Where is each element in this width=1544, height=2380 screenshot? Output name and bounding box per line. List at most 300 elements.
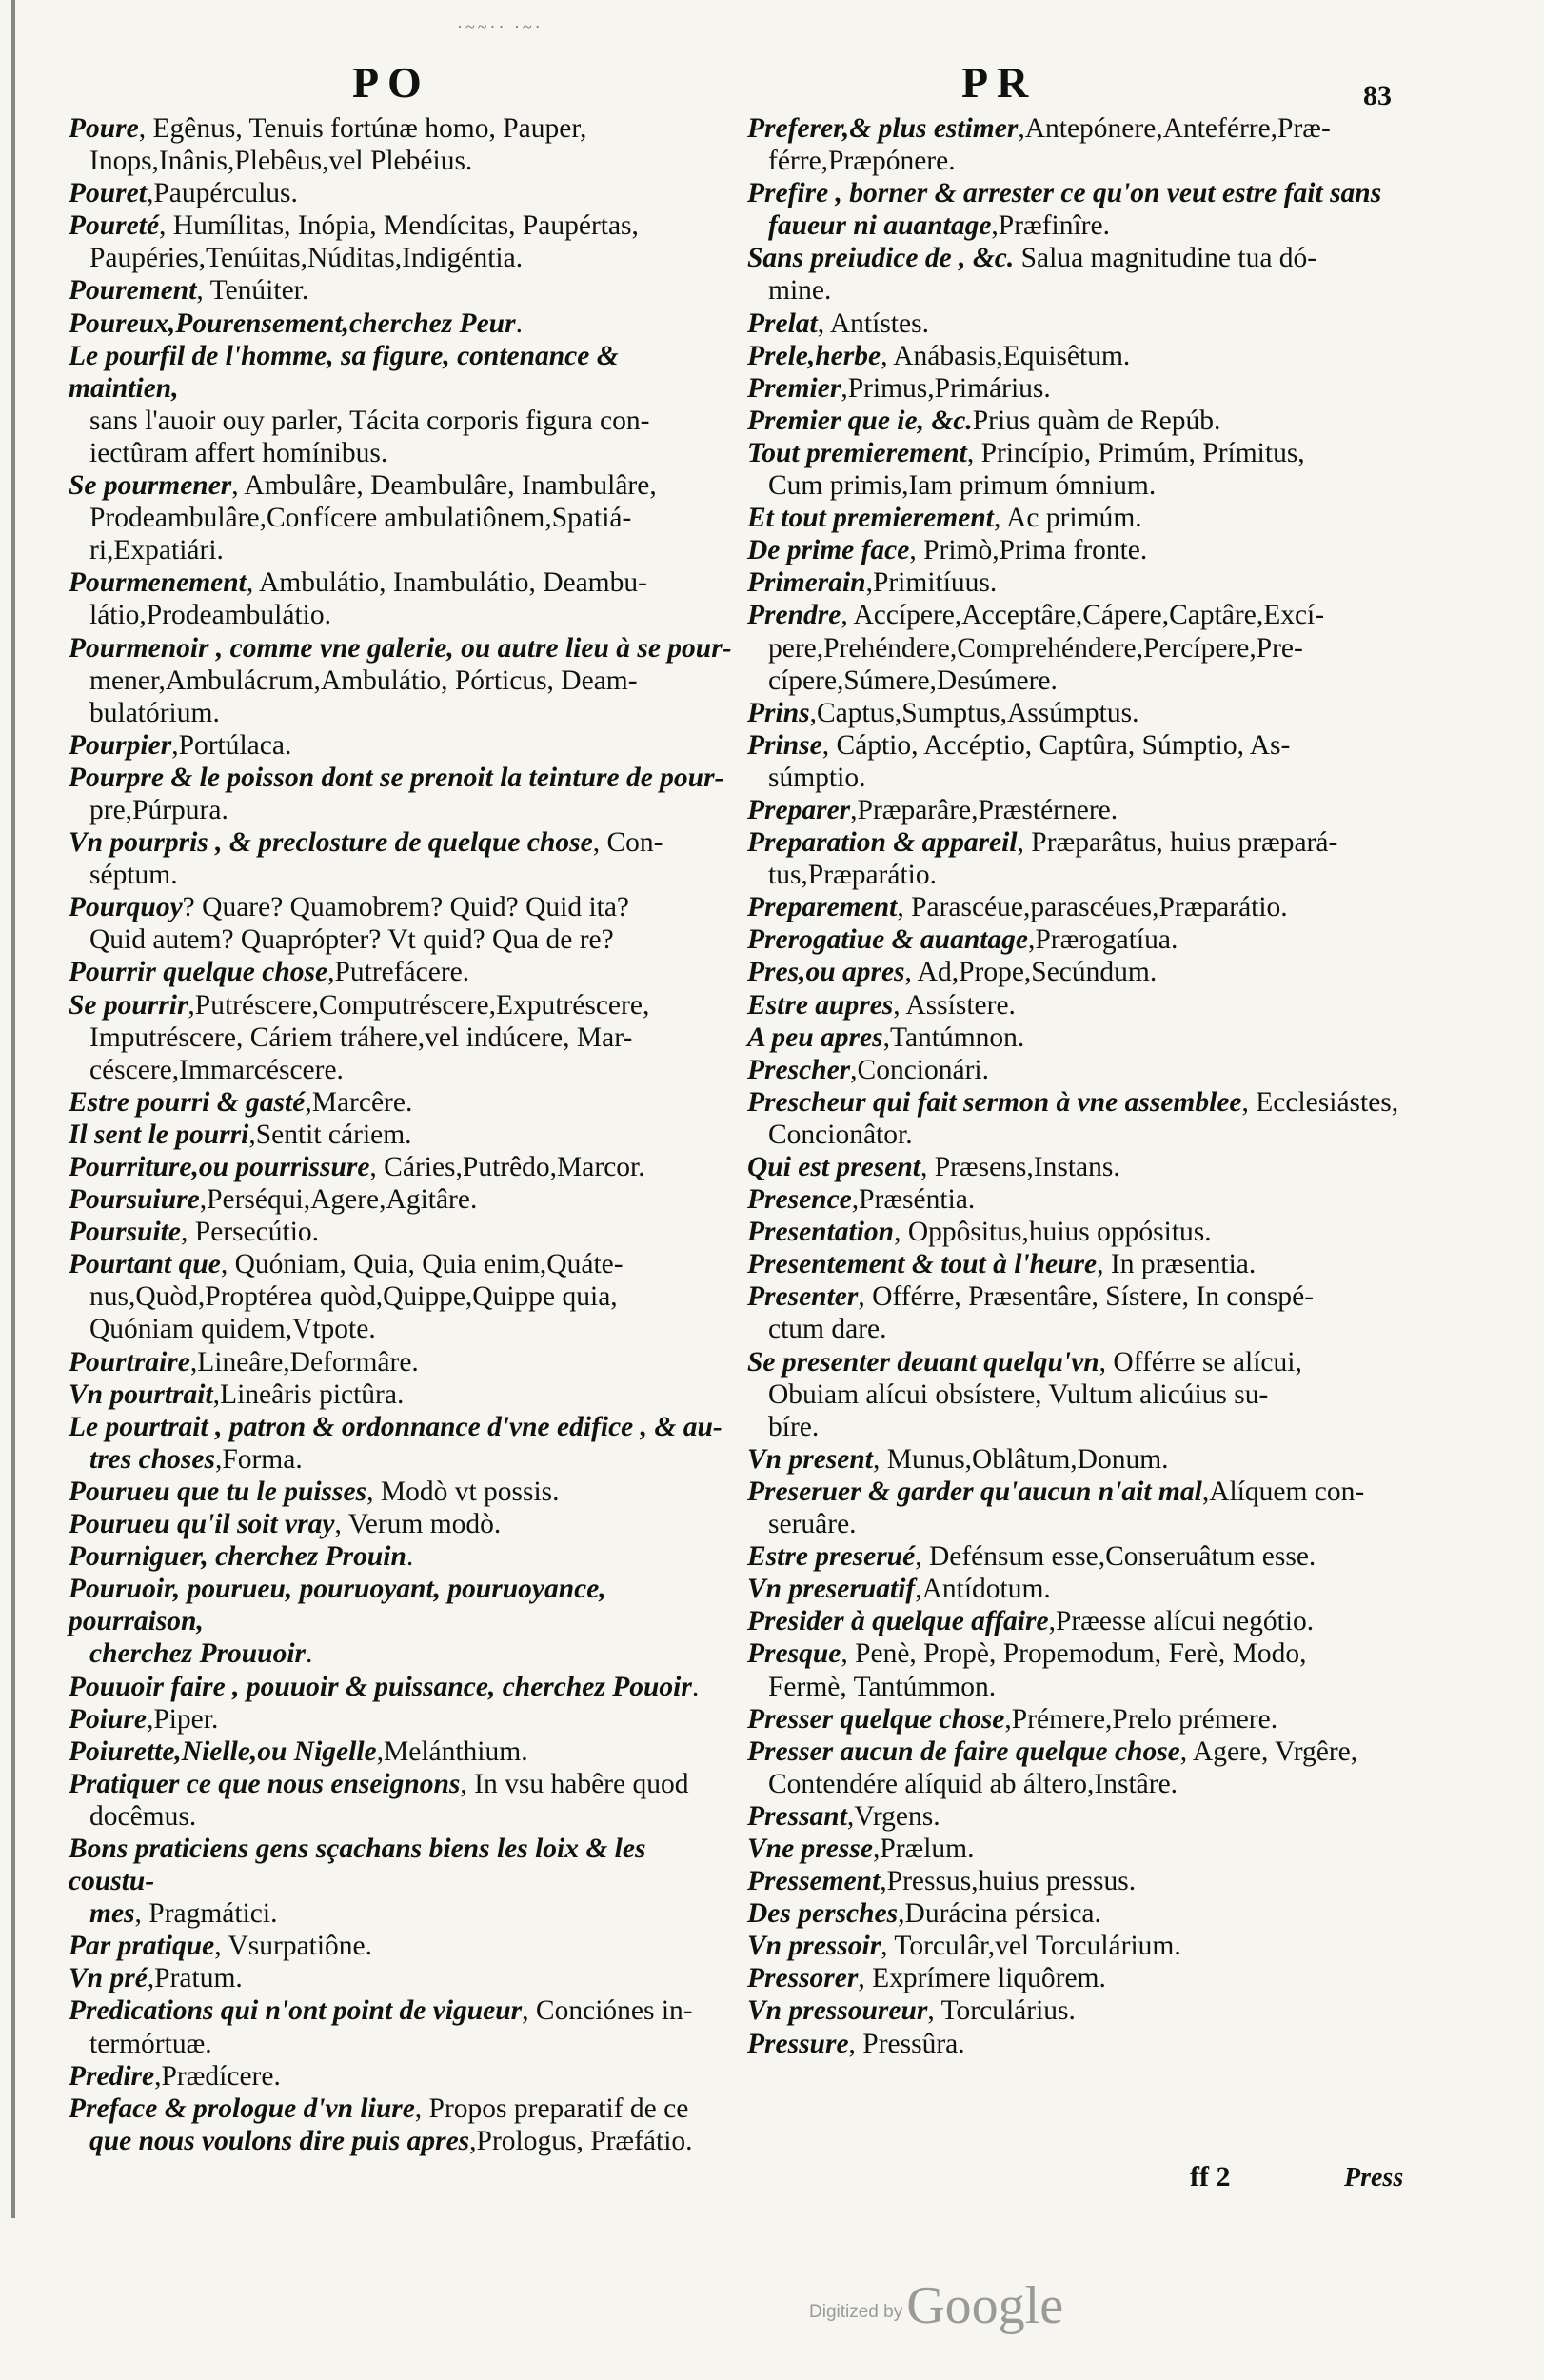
entry-continuation-text: látio,Prodeambulátio. — [89, 600, 331, 631]
entry-continuation — [69, 1054, 735, 1086]
entry-translation: ,Prælum. — [872, 1833, 975, 1864]
entry-headword: Primerain — [747, 567, 866, 599]
dictionary-entry — [69, 1476, 735, 1508]
entry-headword: Pressement — [747, 1866, 881, 1897]
entry-translation: ,Lineâre,Deformâre. — [189, 1346, 419, 1378]
dictionary-entry — [69, 2092, 735, 2157]
entry-headword: Pourmenement — [69, 567, 247, 599]
right-column — [747, 112, 1433, 2060]
entry-continuation-text: Obuiam alícui obsístere, Vultum alicúius su- — [768, 1378, 1269, 1410]
dictionary-entry — [747, 1994, 1433, 2027]
entry-continuation — [69, 697, 735, 729]
dictionary-entry — [69, 566, 735, 631]
dictionary-entry — [747, 923, 1433, 956]
entry-continuation-text: docêmus. — [89, 1800, 197, 1832]
entry-translation: ,Concionári. — [850, 1054, 989, 1085]
entry-translation: , Vsurpatiône. — [214, 1931, 373, 1962]
entry-headword: Bons praticiens gens sçachans biens les loix & les coustu- — [69, 1833, 646, 1897]
dictionary-entry — [69, 826, 735, 891]
dictionary-entry — [747, 1703, 1433, 1735]
entry-translation: ,Perséqui,Agere,Agitâre. — [199, 1184, 478, 1216]
entry-continuation — [747, 1671, 1433, 1703]
entry-continuation — [69, 859, 735, 891]
entry-headword: Pourquoy — [69, 892, 183, 923]
entry-translation: ,Præparâre,Præstérnere. — [850, 794, 1118, 825]
entry-translation: ,Piper. — [146, 1703, 219, 1735]
entry-translation: , Quóniam, Quia, Quia enim,Quáte- — [220, 1249, 624, 1280]
entry-translation: , Persecútio. — [181, 1217, 320, 1248]
entry-headword: Premier — [747, 372, 841, 404]
entry-continuation-text: nus,Quòd,Proptérea quòd,Quippe,Quippe quia, — [89, 1281, 618, 1313]
dictionary-entry — [747, 1248, 1433, 1280]
dictionary-entry — [747, 1897, 1433, 1930]
dictionary-entry — [69, 1183, 735, 1216]
dictionary-entry — [69, 112, 735, 177]
dictionary-entry — [747, 1021, 1433, 1054]
entry-continuation-text: mes — [89, 1898, 135, 1930]
entry-continuation — [747, 1768, 1433, 1800]
dictionary-entry — [69, 762, 735, 826]
entry-translation: Prius quàm de Repúb. — [972, 405, 1221, 436]
entry-continuation — [747, 1508, 1433, 1540]
entry-continuation — [747, 1411, 1433, 1443]
entry-translation: , Tenúiter. — [196, 275, 309, 307]
entry-headword: Presenter — [747, 1281, 859, 1313]
dictionary-entry — [69, 1216, 735, 1248]
entry-continuation-text: Imputréscere, Cáriem tráhere,vel indúcere, Mar- — [89, 1021, 633, 1053]
entry-headword: Qui est present — [747, 1152, 920, 1182]
entry-headword: Pourueu que tu le puisses — [69, 1476, 367, 1507]
entry-translation: ,Antepónere,Anteférre,Præ- — [1018, 113, 1331, 144]
entry-headword: Poursuiure — [69, 1184, 200, 1216]
entry-headword: Prefire , borner & arrester ce qu'on veut estre fait sans — [747, 178, 1382, 209]
dictionary-entry — [69, 1671, 735, 1703]
entry-translation: . — [406, 1541, 414, 1573]
dictionary-entry — [747, 729, 1433, 794]
entry-translation: , In præsentia. — [1097, 1249, 1257, 1280]
entry-continuation-text: Cum primis,Iam primum ómnium. — [768, 470, 1157, 502]
entry-continuation-text: iectûram affert homínibus. — [89, 437, 388, 468]
entry-continuation — [69, 1280, 735, 1313]
entry-translation: , Accípere,Acceptâre,Cápere,Captâre,Excí- — [841, 600, 1325, 631]
entry-translation: ,Prologus, Præfátio. — [469, 2125, 693, 2156]
dictionary-entry — [69, 956, 735, 988]
entry-headword: Vn pré — [69, 1963, 148, 1994]
entry-headword: Preface & prologue d'vn liure — [69, 2092, 415, 2124]
entry-continuation-text: Concionâtor. — [768, 1119, 913, 1150]
entry-translation: ,Præfinîre. — [991, 210, 1110, 242]
dictionary-entry — [747, 1637, 1433, 1702]
entry-translation: , Conciónes in- — [522, 1995, 693, 2027]
page-number: 83 — [1363, 80, 1392, 111]
entry-continuation-text: tus,Præparátio. — [768, 860, 937, 891]
dictionary-entry — [747, 989, 1433, 1021]
entry-translation: ,Lineâris pictûra. — [212, 1378, 405, 1410]
dictionary-entry — [69, 989, 735, 1086]
entry-translation: ,Sentit cáriem. — [248, 1119, 412, 1150]
dictionary-entry — [747, 956, 1433, 988]
entry-continuation-text: mener,Ambulácrum,Ambulátio, Pórticus, Deam- — [89, 664, 638, 696]
dictionary-entry — [69, 1378, 735, 1411]
digitized-by-label: Digitized by — [809, 2302, 903, 2322]
entry-headword: Pres,ou apres — [747, 957, 905, 988]
ink-smudge: ·~~·· ·~· — [457, 17, 544, 36]
entry-headword: Preparation & appareil — [747, 827, 1018, 859]
entry-translation: ,Vrgens. — [846, 1800, 940, 1832]
dictionary-entry — [69, 469, 735, 566]
dictionary-entry — [69, 1833, 735, 1930]
entry-headword: Sans preiudice de , &c. — [747, 243, 1015, 274]
entry-headword: Presider à quelque affaire — [747, 1606, 1049, 1637]
header-left-letters: P O — [352, 58, 422, 107]
entry-headword: Pressorer — [747, 1963, 859, 1994]
dictionary-entry — [69, 1735, 735, 1768]
entry-continuation-text: Contendére alíquid ab áltero,Instâre. — [768, 1768, 1178, 1799]
entry-continuation-text: bulatórium. — [89, 697, 220, 728]
entry-headword: Pourniguer, cherchez Prouin — [69, 1541, 406, 1573]
entry-headword: Estre pourri & gasté — [69, 1086, 306, 1118]
entry-headword: Pourement — [69, 275, 197, 307]
entry-continuation — [69, 794, 735, 826]
entry-continuation-text: cherchez Prouuoir — [89, 1638, 307, 1670]
dictionary-entry — [69, 1703, 735, 1735]
entry-headword: Vn pressoureur — [747, 1995, 928, 2027]
entry-translation: ,Primitíuus. — [865, 567, 998, 599]
entry-translation: , Munus,Oblâtum,Donum. — [872, 1443, 1169, 1475]
entry-headword: Par pratique — [69, 1931, 215, 1962]
dictionary-entry — [747, 1962, 1433, 1994]
entry-continuation-text: seruâre. — [768, 1509, 857, 1540]
entry-translation: ,Captus,Sumptus,Assúmptus. — [809, 697, 1139, 728]
dictionary-entry — [69, 891, 735, 956]
dictionary-entry — [69, 177, 735, 209]
entry-continuation-text: séptum. — [89, 860, 178, 891]
entry-continuation-text: Fermè, Tantúmmon. — [768, 1671, 997, 1702]
entry-translation: ,Prædícere. — [154, 2060, 281, 2092]
dictionary-entry — [69, 1994, 735, 2059]
entry-headword: De prime face — [747, 535, 910, 566]
entry-headword: Poureux,Pourensement,cherchez Peur — [69, 307, 516, 339]
dictionary-entry — [69, 1540, 735, 1573]
entry-continuation — [69, 1313, 735, 1345]
entry-continuation — [69, 405, 735, 437]
entry-translation: , Primò,Prima fronte. — [909, 535, 1148, 566]
entry-translation: , Assístere. — [893, 989, 1016, 1021]
entry-headword: Des persches — [747, 1898, 899, 1930]
entry-continuation-text: súmptio. — [768, 762, 866, 793]
dictionary-entry — [747, 534, 1433, 566]
entry-continuation-text: termórtuæ. — [89, 2028, 212, 2059]
dictionary-entry — [69, 307, 735, 340]
entry-translation: , Antístes. — [817, 307, 929, 339]
entry-headword: Prins — [747, 697, 810, 728]
entry-headword: Prescher — [747, 1054, 851, 1085]
entry-continuation-text: ctum dare. — [768, 1314, 887, 1345]
entry-continuation-text: faueur ni auantage — [768, 210, 992, 242]
dictionary-entry — [69, 209, 735, 274]
dictionary-entry — [747, 372, 1433, 405]
entry-translation: Salua magnitudine tua dó- — [1014, 243, 1317, 274]
entry-continuation-text: férre,Præpónere. — [768, 146, 956, 177]
entry-headword: Preseruer & garder qu'aucun n'ait mal — [747, 1476, 1202, 1507]
entry-headword: Se pourmener — [69, 470, 232, 502]
entry-translation: , Ambulâre, Deambulâre, Inambulâre, — [231, 470, 657, 502]
entry-continuation — [69, 1897, 735, 1930]
entry-translation: ,Pratum. — [147, 1963, 243, 1994]
entry-translation: ,Paupérculus. — [146, 178, 298, 209]
entry-headword: Presque — [747, 1638, 841, 1670]
entry-translation: , Modò vt possis. — [366, 1476, 560, 1507]
entry-continuation — [747, 469, 1433, 502]
entry-headword: Pratiquer ce que nous enseignons — [69, 1768, 461, 1799]
entry-translation: , Offérre se alícui, — [1099, 1346, 1302, 1378]
page-edge-shadow — [11, 0, 15, 2218]
entry-continuation-text: Quóniam quidem,Vtpote. — [89, 1314, 376, 1345]
entry-headword: Pourueu qu'il soit vray — [69, 1509, 335, 1540]
entry-continuation — [69, 599, 735, 631]
entry-continuation-text: céscere,Immarcéscere. — [89, 1054, 344, 1085]
entry-continuation-text: pre,Púrpura. — [89, 794, 228, 825]
dictionary-entry — [747, 177, 1433, 242]
entry-headword: Pourmenoir , comme vne galerie, ou autre lieu à se pour- — [69, 632, 732, 664]
entry-headword: Pressant — [747, 1800, 847, 1832]
entry-translation: , Verum modò. — [334, 1509, 502, 1540]
entry-continuation-text: cípere,Súmere,Desúmere. — [768, 664, 1058, 696]
entry-translation: , Ad,Prope,Secúndum. — [904, 957, 1158, 988]
entry-headword: Preparer — [747, 794, 851, 825]
entry-translation: , Egênus, Tenuis fortúnæ homo, Pauper, — [138, 113, 587, 144]
entry-translation: ,Marcêre. — [305, 1086, 413, 1118]
entry-headword: Presentation — [747, 1217, 895, 1248]
entry-continuation — [69, 437, 735, 469]
dictionary-entry — [69, 1346, 735, 1378]
entry-translation: ,Putrefácere. — [327, 957, 470, 988]
entry-translation: ,Tantúmnon. — [882, 1021, 1025, 1053]
entry-continuation — [69, 2125, 735, 2157]
entry-translation: , Con- — [592, 827, 663, 859]
entry-translation: , Agere, Vrgêre, — [1179, 1735, 1358, 1767]
entry-headword: Poure — [69, 113, 139, 144]
entry-continuation — [747, 762, 1433, 794]
entry-headword: Pouruoir, pourueu, pouruoyant, pouruoyance, pourraison, — [69, 1574, 606, 1637]
entry-translation: ,Antídotum. — [915, 1574, 1051, 1605]
entry-translation: , Exprímere liquôrem. — [858, 1963, 1106, 1994]
entry-headword: Pouret — [69, 178, 147, 209]
entry-continuation — [69, 502, 735, 534]
entry-translation: , Præsens,Instans. — [920, 1152, 1120, 1182]
entry-continuation-text: Prodeambulâre,Confícere ambulatiônem,Spatiá- — [89, 503, 632, 534]
entry-headword: Preparement — [747, 892, 898, 923]
dictionary-entry — [747, 1540, 1433, 1573]
dictionary-entry — [747, 405, 1433, 437]
entry-headword: Estre preserué — [747, 1541, 916, 1573]
entry-translation: . — [306, 1638, 313, 1670]
dictionary-entry — [747, 1865, 1433, 1897]
entry-headword: Presser aucun de faire quelque chose — [747, 1735, 1180, 1767]
dictionary-entry — [747, 1800, 1433, 1833]
dictionary-entry — [747, 2028, 1433, 2060]
entry-headword: Pourrir quelque chose — [69, 957, 328, 988]
catchword: Press — [1344, 2163, 1404, 2192]
entry-translation: , Defénsum esse,Conseruâtum esse. — [915, 1541, 1316, 1573]
entry-headword: Le pourtrait , patron & ordonnance d'vne edifice , & au- — [69, 1411, 723, 1442]
dictionary-entry — [69, 1151, 735, 1183]
dictionary-entry — [747, 1573, 1433, 1605]
entry-continuation — [747, 859, 1433, 891]
entry-continuation — [747, 664, 1433, 697]
entry-translation: , Pressûra. — [848, 2028, 965, 2059]
dictionary-entry — [747, 1476, 1433, 1540]
entry-headword: Se presenter deuant quelqu'vn — [747, 1346, 1099, 1378]
entry-headword: Tout premierement — [747, 437, 967, 468]
entry-translation: , Præparâtus, huius præpará- — [1017, 827, 1338, 859]
entry-translation: , Cáptio, Accéptio, Captûra, Súmptio, As- — [821, 729, 1291, 761]
entry-translation: ,Præséntia. — [851, 1184, 976, 1216]
dictionary-entry — [747, 1605, 1433, 1637]
entry-headword: Vne presse — [747, 1833, 873, 1864]
entry-headword: Prendre — [747, 600, 841, 631]
entry-translation: ,Pressus,huius pressus. — [880, 1866, 1137, 1897]
entry-continuation-text: mine. — [768, 275, 832, 307]
dictionary-entry — [69, 1248, 735, 1345]
dictionary-entry — [747, 1833, 1433, 1865]
entry-translation: , Oppôsitus,huius oppósitus. — [894, 1217, 1212, 1248]
entry-continuation — [747, 1313, 1433, 1345]
entry-headword: Vn pressoir — [747, 1931, 881, 1962]
dictionary-entry — [747, 599, 1433, 696]
dictionary-entry — [747, 826, 1433, 891]
entry-translation: , Ac primúm. — [993, 503, 1142, 534]
entry-translation: ,Præesse alícui negótio. — [1048, 1606, 1315, 1637]
entry-translation: ? Quare? Quamobrem? Quid? Quid ita? — [182, 892, 630, 923]
entry-headword: Vn present — [747, 1443, 873, 1475]
entry-headword: A peu apres — [747, 1021, 883, 1053]
entry-headword: Premier que ie, &c. — [747, 405, 973, 436]
signature-mark: ff 2 — [1190, 2161, 1231, 2192]
entry-continuation — [69, 534, 735, 566]
entry-translation: , Pragmátici. — [134, 1898, 278, 1930]
entry-headword: Pouuoir faire , pouuoir & puissance, cherchez Pouoir — [69, 1671, 692, 1702]
entry-translation: , Offérre, Præsentâre, Sístere, In conspé- — [858, 1281, 1315, 1313]
entry-continuation-text: que nous voulons dire puis apres — [89, 2125, 470, 2156]
dictionary-entry — [747, 1151, 1433, 1183]
entry-continuation — [69, 1800, 735, 1833]
entry-continuation — [747, 209, 1433, 242]
dictionary-entry — [69, 1411, 735, 1476]
entry-continuation — [69, 2028, 735, 2060]
dictionary-entry — [69, 2060, 735, 2092]
entry-translation: , Princípio, Primúm, Prímitus, — [966, 437, 1305, 468]
running-header — [0, 57, 1544, 114]
entry-continuation — [69, 1021, 735, 1054]
entry-continuation-text: Inops,Inânis,Plebêus,vel Plebéius. — [89, 146, 473, 177]
entry-headword: Poursuite — [69, 1217, 182, 1248]
entry-continuation — [747, 1119, 1433, 1151]
entry-continuation — [69, 1443, 735, 1476]
entry-continuation — [69, 1637, 735, 1670]
dictionary-entry — [747, 1216, 1433, 1248]
entry-headword: Estre aupres — [747, 989, 894, 1021]
dictionary-entry — [69, 1768, 735, 1833]
entry-continuation-text: Paupéries,Tenúitas,Núditas,Indigéntia. — [89, 243, 524, 274]
entry-translation: ,Primus,Primárius. — [841, 372, 1051, 404]
dictionary-entry — [747, 566, 1433, 599]
entry-headword: Pourtraire — [69, 1346, 190, 1378]
dictionary-entry — [747, 1086, 1433, 1151]
dictionary-entry — [747, 307, 1433, 340]
entry-headword: Poureté — [69, 210, 160, 242]
dictionary-entry — [747, 1054, 1433, 1086]
entry-headword: Predire — [69, 2060, 155, 2092]
entry-headword: Se pourrir — [69, 989, 188, 1021]
entry-translation: , Cáries,Putrêdo,Marcor. — [369, 1152, 645, 1182]
google-logo: Google — [906, 2276, 1064, 2335]
entry-headword: Prerogatiue & auantage — [747, 924, 1029, 956]
entry-headword: Poiure — [69, 1703, 147, 1735]
entry-translation: , Parascéue,parascéues,Præparátio. — [897, 892, 1288, 923]
dictionary-entry — [69, 729, 735, 762]
dictionary-entry — [69, 1119, 735, 1151]
entry-continuation-text: pere,Prehéndere,Comprehéndere,Percípere,Pre- — [768, 632, 1303, 664]
entry-translation: ,Alíquem con- — [1201, 1476, 1365, 1507]
dictionary-entry — [747, 437, 1433, 502]
entry-translation: , In vsu habêre quod — [460, 1768, 689, 1799]
entry-headword: Vn pourtrait — [69, 1378, 213, 1410]
entry-headword: Et tout premierement — [747, 503, 994, 534]
dictionary-entry — [747, 697, 1433, 729]
dictionary-entry — [747, 1346, 1433, 1443]
dictionary-entry — [69, 340, 735, 469]
entry-headword: Le pourfil de l'homme, sa figure, contenance & maintien, — [69, 340, 619, 404]
entry-headword: Poiurette,Nielle,ou Nigelle — [69, 1735, 377, 1767]
entry-translation: , Torculárius. — [927, 1995, 1076, 2027]
dictionary-entry — [69, 1508, 735, 1540]
dictionary-entry — [747, 112, 1433, 177]
entry-translation: ,Durácina pérsica. — [898, 1898, 1101, 1930]
dictionary-entry — [747, 1735, 1433, 1800]
entry-headword: Pressure — [747, 2028, 849, 2059]
dictionary-entry — [69, 632, 735, 729]
entry-translation: , Ecclesiástes, — [1241, 1086, 1399, 1118]
dictionary-entry — [69, 1930, 735, 1962]
entry-translation: . — [515, 307, 523, 339]
entry-continuation — [69, 145, 735, 177]
dictionary-entry — [747, 1183, 1433, 1216]
entry-continuation-text: sans l'auoir ouy parler, Tácita corporis figura con- — [89, 405, 650, 436]
entry-headword: Vn preseruatif — [747, 1574, 916, 1605]
left-column — [69, 112, 735, 2157]
entry-headword: Pourtant que — [69, 1249, 221, 1280]
entry-translation: ,Prémere,Prelo prémere. — [1004, 1703, 1278, 1735]
dictionary-entry — [747, 502, 1433, 534]
dictionary-entry — [69, 274, 735, 307]
entry-continuation — [747, 274, 1433, 307]
digitized-by-google-watermark — [809, 2275, 1063, 2336]
entry-headword: Preferer,& plus estimer — [747, 113, 1019, 144]
entry-translation: , Ambulátio, Inambulátio, Deambu- — [246, 567, 647, 599]
entry-headword: Predications qui n'ont point de vigueur — [69, 1995, 523, 2027]
dictionary-entry — [747, 794, 1433, 826]
dictionary-entry — [69, 1962, 735, 1994]
entry-continuation-text: ri,Expatiári. — [89, 535, 224, 566]
entry-translation: , Penè, Propè, Propemodum, Ferè, Modo, — [841, 1638, 1307, 1670]
entry-translation: . — [691, 1671, 700, 1702]
entry-headword: Prinse — [747, 729, 822, 761]
entry-translation: ,Forma. — [214, 1443, 303, 1475]
entry-continuation — [69, 923, 735, 956]
dictionary-entry — [747, 1443, 1433, 1476]
entry-continuation-text: Quid autem? Quaprópter? Vt quid? Qua de re? — [89, 924, 614, 956]
